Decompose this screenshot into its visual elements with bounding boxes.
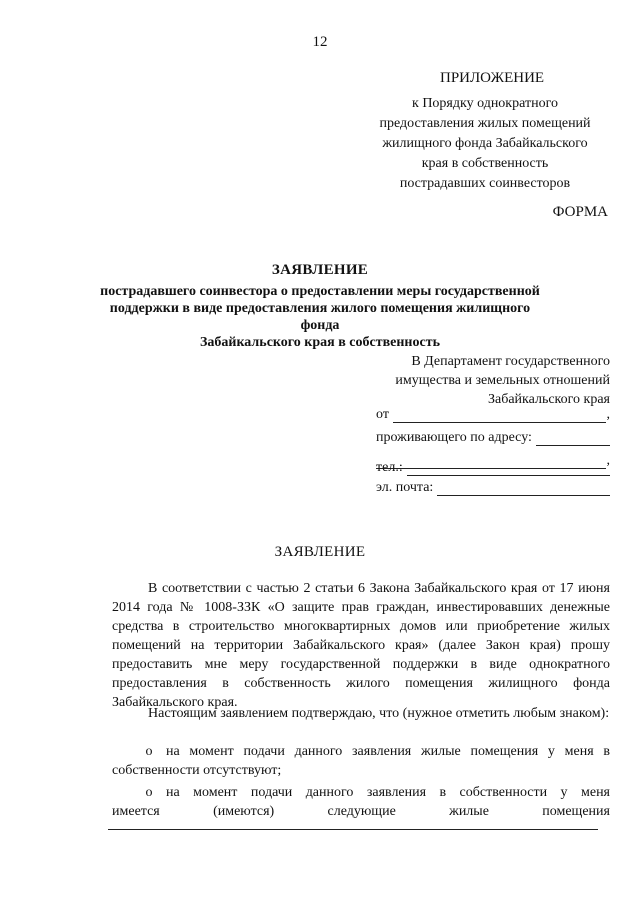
- from-field[interactable]: [376, 405, 610, 423]
- section-title: ЗАЯВЛЕНИЕ: [274, 544, 366, 560]
- phone-field[interactable]: [376, 458, 610, 476]
- option-text: на момент подачи данного заявления жилые помещения у меня в: [166, 744, 610, 759]
- appendix-line: пострадавших соинвесторов: [399, 176, 571, 191]
- address-field[interactable]: [376, 428, 610, 446]
- email-field[interactable]: [376, 478, 610, 496]
- appendix-line: к Порядку однократного: [412, 96, 558, 111]
- heading-line: Забайкальского края в собственность: [200, 335, 440, 350]
- from-blank-line[interactable]: [393, 409, 606, 423]
- option-checkbox[interactable]: o: [145, 785, 153, 800]
- option-checkbox[interactable]: o: [145, 744, 153, 759]
- addressee-line: Забайкальского края: [487, 392, 610, 407]
- property-blank-line[interactable]: [108, 829, 598, 830]
- comma: ,: [606, 407, 610, 422]
- addressee-line: имущества и земельных отношений: [395, 373, 610, 388]
- address-blank-line[interactable]: [536, 432, 610, 446]
- appendix-line: жилищного фонда Забайкальского: [382, 136, 588, 151]
- heading-subtitle: [95, 283, 545, 351]
- addressee-line: В Департамент государственного: [411, 354, 610, 369]
- option-has-property[interactable]: [112, 783, 610, 821]
- heading-line: поддержки в виде предоставления жилого помещения жилищного фонда: [109, 301, 531, 333]
- appendix-title: ПРИЛОЖЕНИЕ: [440, 70, 545, 86]
- confirmation-paragraph: Настоящим заявлением подтверждаю, что (нужное отметить любым знаком):: [148, 706, 610, 721]
- appendix-line: предоставления жилых помещений: [379, 116, 591, 131]
- form-label: ФОРМА: [552, 204, 608, 220]
- email-label: эл. почта:: [376, 480, 434, 495]
- heading-title: ЗАЯВЛЕНИЕ: [271, 262, 369, 278]
- option-word: имеется: [112, 804, 160, 819]
- statement-paragraph: В соответствии с частью 2 статьи 6 Закона Забайкальского края от 17 июня 2014 года № 1008-ЗЗК «О защите прав граждан, инвестировавших денежные средства в строительство многоквартирных домов или приобретение жилых помещений на территории Забайкальского края» (далее Закон края) прошу предоставить мне меру государственной поддержки в виде однократного предоставления в собственность жилого помещения жилищного фонда Забайкальского края.: [112, 581, 610, 710]
- option-word: помещения: [542, 804, 610, 819]
- option-word: (имеются): [213, 804, 275, 819]
- option-word: следующие: [327, 804, 396, 819]
- addressee-block: [360, 352, 610, 409]
- residing-label: проживающего по адресу:: [376, 430, 532, 445]
- comma: ,: [606, 453, 610, 468]
- option-text-continuation: собственности отсутствуют;: [112, 763, 282, 778]
- option-word: жилые: [449, 804, 489, 819]
- appendix-line: края в собственность: [421, 156, 549, 171]
- phone-label: тел.:: [376, 460, 403, 475]
- from-label: от: [376, 407, 389, 422]
- email-blank-line[interactable]: [437, 482, 610, 496]
- phone-blank-line[interactable]: [407, 462, 610, 476]
- option-text: на момент подачи данного заявления в собственности у меня: [166, 785, 610, 800]
- heading-line: пострадавшего соинвестора о предоставлении меры государственной: [100, 284, 540, 299]
- option-text-continuation: [112, 802, 610, 821]
- appendix-reference: [360, 94, 610, 194]
- page-number: 12: [312, 34, 328, 50]
- option-no-property[interactable]: [112, 742, 610, 780]
